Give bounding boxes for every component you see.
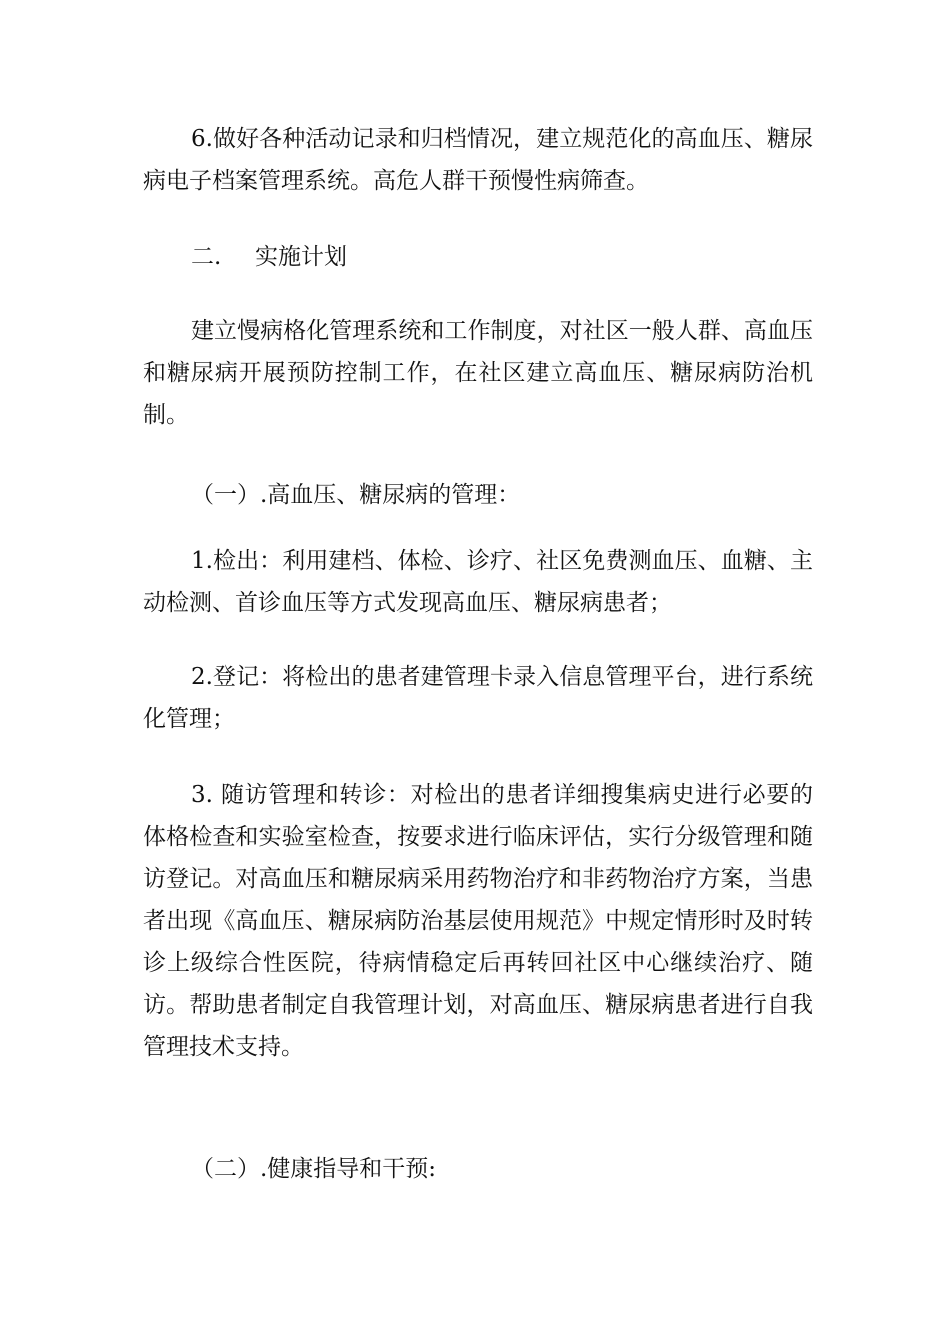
subheading-health-guidance: （二）.健康指导和干预: — [191, 1156, 437, 1182]
paragraph-electronic-records: 6.做好各种活动记录和归档情况，建立规范化的高血压、糖尿病电子档案管理系统。高危人群干预慢性病筛查。 — [143, 126, 813, 194]
list-item-detection: 1.检出：利用建档、体检、诊疗、社区免费测血压、血糖、主动检测、首诊血压等方式发现高血压、糖尿病患者； — [143, 548, 813, 616]
subheading-hypertension-diabetes-management: （一）.高血压、糖尿病的管理： — [191, 482, 521, 508]
paragraph-management-system: 建立慢病格化管理系统和工作制度，对社区一般人群、高血压和糖尿病开展预防控制工作，在社区建立高血压、糖尿病防治机制。 — [143, 318, 813, 428]
list-item-registration: 2.登记：将检出的患者建管理卡录入信息管理平台，进行系统化管理； — [143, 664, 813, 732]
section-heading-implementation-plan — [191, 236, 347, 278]
section-title: 实施计划 — [255, 244, 347, 270]
section-number: 二. — [191, 244, 222, 270]
list-item-follow-up-referral: 3. 随访管理和转诊：对检出的患者详细搜集病史进行必要的体格检查和实验室检查，按要求进行临床评估，实行分级管理和随访登记。对高血压和糖尿病采用药物治疗和非药物治疗方案，当患者出现《高血压、糖尿病防治基层使用规范》中规定情形时及时转诊上级综合性医院，待病情稳定后再转回社区中心继续治疗、随访。帮助患者制定自我管理计划，对高血压、糖尿病患者进行自我管理技术支持。 — [143, 782, 813, 1060]
